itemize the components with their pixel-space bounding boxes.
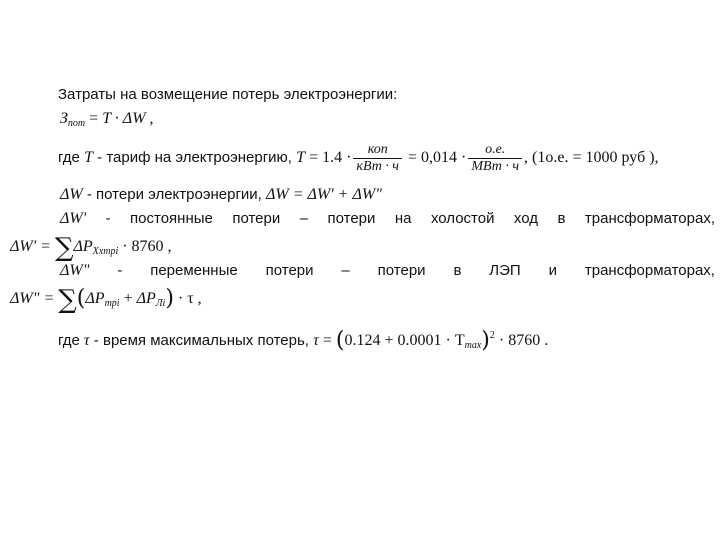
tau-description: - время максимальных потерь, — [89, 332, 314, 349]
tariff-eq-2: = 0,014 · — [403, 149, 467, 166]
tau-symbol: τ — [79, 332, 90, 349]
close-paren: ) — [165, 286, 174, 311]
justified-word: потери — [265, 262, 314, 279]
square-exponent: 2 — [489, 330, 495, 341]
idle-loss-subscript: Ххтрi — [92, 246, 119, 257]
tau-prefix: где — [58, 332, 80, 349]
energy-loss-symbol: ΔW — [60, 186, 83, 203]
justified-word: в — [557, 210, 566, 227]
tariff-prefix: где — [58, 149, 80, 166]
justified-word: переменные — [150, 262, 238, 279]
justified-word: трансформаторах, — [584, 210, 715, 227]
tau-symbol-2: τ — [313, 332, 319, 349]
cost-eq: = — [85, 110, 103, 127]
energy-loss-line — [60, 186, 382, 204]
justified-word: на — [394, 210, 412, 227]
heading: Затраты на возмещение потерь электроэнергии: — [58, 86, 398, 103]
justified-word: постоянные — [130, 210, 213, 227]
plus-sign: + — [119, 290, 137, 307]
justified-word: в — [453, 262, 462, 279]
tariff-fraction-1-numerator: коп — [353, 142, 402, 159]
justified-word: трансформаторах, — [584, 262, 715, 279]
justified-word: потери — [377, 262, 426, 279]
tau-inner-expression: 0.124 + 0.0001 · T — [344, 332, 465, 349]
open-paren: ( — [76, 286, 86, 311]
tau-eq: = — [318, 332, 336, 349]
justified-word: ход — [513, 210, 539, 227]
constant-losses-tail: · 8760 , — [118, 238, 172, 255]
tau-inner-subscript: max — [464, 340, 482, 351]
transformer-loss-subscript: трi — [104, 298, 120, 309]
cost-lhs-subscript: пот — [67, 118, 86, 129]
justified-word: ЛЭП — [489, 262, 521, 279]
cost-tail: , — [145, 110, 154, 127]
justified-word: и — [548, 262, 557, 279]
justified-word: потери — [327, 210, 376, 227]
transformer-loss-term: ΔP — [85, 290, 105, 307]
variable-losses-tail: · τ , — [173, 290, 202, 307]
tariff-fraction-2 — [468, 142, 522, 175]
tariff-fraction-1 — [353, 142, 402, 175]
constant-losses-lhs: ΔW' = — [10, 238, 55, 255]
justified-word: - — [105, 210, 111, 227]
justified-word: – — [299, 210, 309, 227]
sum-symbol: ∑ — [58, 285, 77, 315]
constant-losses-symbol: ΔW' — [60, 210, 87, 227]
tariff-fraction-2-numerator: о.е. — [468, 142, 522, 159]
tariff-fraction-2-denominator: МВт · ч — [471, 158, 520, 174]
justified-word: - — [117, 262, 123, 279]
tariff-fraction-1-denominator: кВт · ч — [356, 158, 399, 174]
energy-loss-description: - потери электроэнергии, — [82, 186, 267, 203]
variable-losses-lhs: ΔW" = — [10, 290, 59, 307]
line-loss-subscript: Лi — [155, 298, 166, 309]
tau-tail: · 8760 . — [494, 332, 549, 349]
justified-word: потери — [232, 210, 281, 227]
tariff-symbol: T — [84, 149, 93, 166]
constant-losses-formula — [10, 234, 172, 265]
tariff-symbol-2: T — [296, 149, 306, 166]
close-paren: ) — [481, 328, 490, 353]
cost-formula — [60, 110, 154, 133]
tariff-line — [58, 140, 659, 176]
cost-rhs: T · ΔW — [102, 110, 146, 127]
max-loss-time-line — [58, 322, 548, 360]
variable-losses-symbol: ΔW" — [60, 262, 90, 279]
constant-losses-line — [60, 210, 715, 228]
open-paren: ( — [335, 328, 345, 353]
justified-word: холостой — [430, 210, 495, 227]
energy-loss-formula: ΔW = ΔW' + ΔW" — [266, 186, 382, 203]
tariff-eq-1: = 1.4 · — [305, 149, 352, 166]
variable-losses-line — [60, 262, 715, 280]
justified-word: – — [341, 262, 350, 279]
cost-lhs: З — [60, 110, 68, 127]
sum-symbol: ∑ — [54, 233, 74, 263]
tariff-description: - тариф на электроэнергию, — [92, 149, 297, 166]
tariff-conversion: , (1о.е. = 1000 руб ), — [524, 149, 659, 166]
line-loss-term: ΔP — [136, 290, 156, 307]
variable-losses-formula — [10, 286, 202, 317]
idle-loss-term: ΔP — [73, 238, 93, 255]
